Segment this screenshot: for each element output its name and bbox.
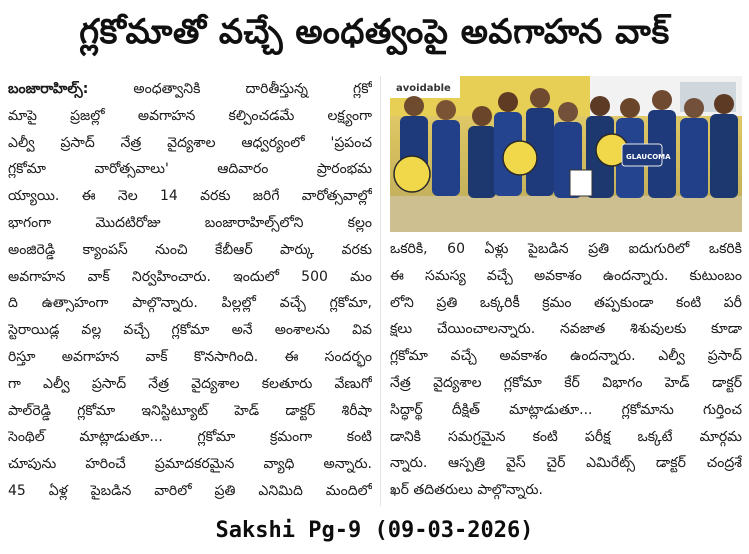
person-head	[652, 90, 672, 110]
article-line: చూపును హరించే ప్రమాదకరమైన వ్యాధి అన్నారు.	[8, 456, 372, 473]
column-divider	[380, 76, 381, 506]
dateline: బంజారాహిల్స్:	[8, 81, 89, 97]
article-line: క్షలు చేయించాలన్నారు. నవజాత శిశువులకు కూడా	[390, 321, 742, 338]
article-line: గ్లకోమా వచ్చే అవకాశం ఉందన్నారు. ఎల్వీ ప్రసాద్	[390, 348, 742, 365]
article-line-text: అంధత్వానికి దారితీస్తున్న గ్లకో	[133, 81, 372, 97]
article-line: య్యాయి. ఈ నెల 14 వరకు జరిగే వారోత్సవాల్లో	[8, 188, 372, 205]
person-body	[710, 114, 738, 198]
person-body	[432, 120, 460, 196]
article-line: స్టెరాయిడ్ల వల్ల వచ్చే గ్లకోమా అనే అంశాలను వివ	[8, 322, 372, 339]
placard-sign-text: GLAUCOMA	[626, 153, 671, 161]
article-line: ది ఉత్సాహంగా పాల్గొన్నారు. పిల్లల్లో వచ్చే గ్లకోమా,	[8, 295, 372, 312]
article-line: గా ఎల్వీ ప్రసాద్ నేత్ర వైద్యశాల కలతూరు వేణుగో	[8, 375, 372, 392]
article-line: నేత్ర వైద్యశాల గ్లకోమా కేర్ విభాగం హెడ్ డాక్టర్	[390, 374, 742, 391]
person-head	[558, 102, 578, 122]
person-body	[468, 126, 496, 198]
article-line: 45 ఏళ్ల పైబడిన వారిలో ప్రతి ఎనిమిది మందిలో	[8, 482, 372, 499]
article-line: సిద్ధార్థ్ దీక్షిత్ మాట్లాడుతూ... గ్లకోమాను గుర్తించ	[390, 401, 742, 418]
article-line: లోని ప్రతి ఒక్కరికీ క్రమం తప్పకుండా కంటి పరీ	[390, 294, 742, 311]
placard-key	[570, 170, 592, 196]
article-line: ఒకరికి, 60 ఏళ్లు పైబడిన ప్రతి ఐదుగురిలో ఒకరికి	[390, 241, 742, 257]
placard	[503, 141, 537, 175]
article-line: గ్లకోమా వారోత్సవాలు' ఆదివారం ప్రారంభమ	[8, 161, 372, 178]
article-line: మాపై ప్రజల్లో అవగాహన కల్పించడమే లక్ష్యంగా	[8, 107, 372, 124]
article-line: న్నారు. ఆస్పత్రి వైస్ చైర్ ఎమిరేట్స్ డాక్టర్ చంద్రశే	[390, 455, 742, 472]
person-head	[684, 98, 704, 118]
article-line: అవగాహన వాక్ నిర్వహించారు. ఇందులో 500 మం	[8, 268, 372, 285]
person-head	[714, 94, 734, 114]
article-line: సెంథిల్ మాట్లాడుతూ... గ్లకోమా క్రమంగా కంటి	[8, 429, 372, 446]
person-head	[590, 96, 610, 116]
article-line: భాగంగా మొదటిరోజు బంజారాహిల్స్‌లోని కల్లం	[8, 214, 372, 231]
person-head	[620, 98, 640, 118]
article-line: రిస్తూ అవగాహన వాక్ కొనసాగింది. ఈ సందర్భం	[8, 348, 372, 365]
article-line: డానికి సమగ్రమైన కంటి పరీక్ష ఒక్కటే మార్గమ	[390, 428, 742, 445]
article-line: పాల్‌రెడ్డి గ్లకోమా ఇనిస్టిట్యూట్ హెడ్ డాక్టర్ శిరీషా	[8, 402, 372, 419]
article-line: ఈ సమస్య వచ్చే అవకాశం ఉందన్నారు. కుటుంబం	[390, 267, 742, 284]
person-head	[436, 100, 456, 120]
article-column-left	[8, 76, 372, 505]
article-column-right	[390, 236, 742, 504]
headline: గ్లకోమాతో వచ్చే అంధత్వంపై అవగాహన వాక్	[79, 12, 670, 52]
banner-text: avoidable	[396, 83, 451, 94]
news-photo	[390, 76, 742, 232]
person-head	[472, 106, 492, 126]
article-line: అంజిరెడ్డి క్యాంపస్ నుంచి కేబీఆర్ పార్కు వరకు	[8, 241, 372, 258]
person-body	[680, 118, 708, 198]
person-head	[530, 88, 550, 108]
photo-illustration	[390, 76, 742, 232]
article-line	[8, 76, 372, 103]
person-head	[404, 96, 424, 116]
person-head	[498, 92, 518, 112]
article-line: ఎల్వీ ప్రసాద్ నేత్ర వైద్యశాల ఆధ్వర్యంలో 'ప్రపంచ	[8, 134, 372, 151]
placard	[394, 156, 430, 192]
crowd	[400, 88, 738, 198]
ground	[390, 196, 742, 232]
article-line: ఖర్ తదితరులు పాల్గొన్నారు.	[390, 482, 543, 499]
source-citation: Sakshi Pg-9 (09-03-2026)	[215, 518, 534, 543]
